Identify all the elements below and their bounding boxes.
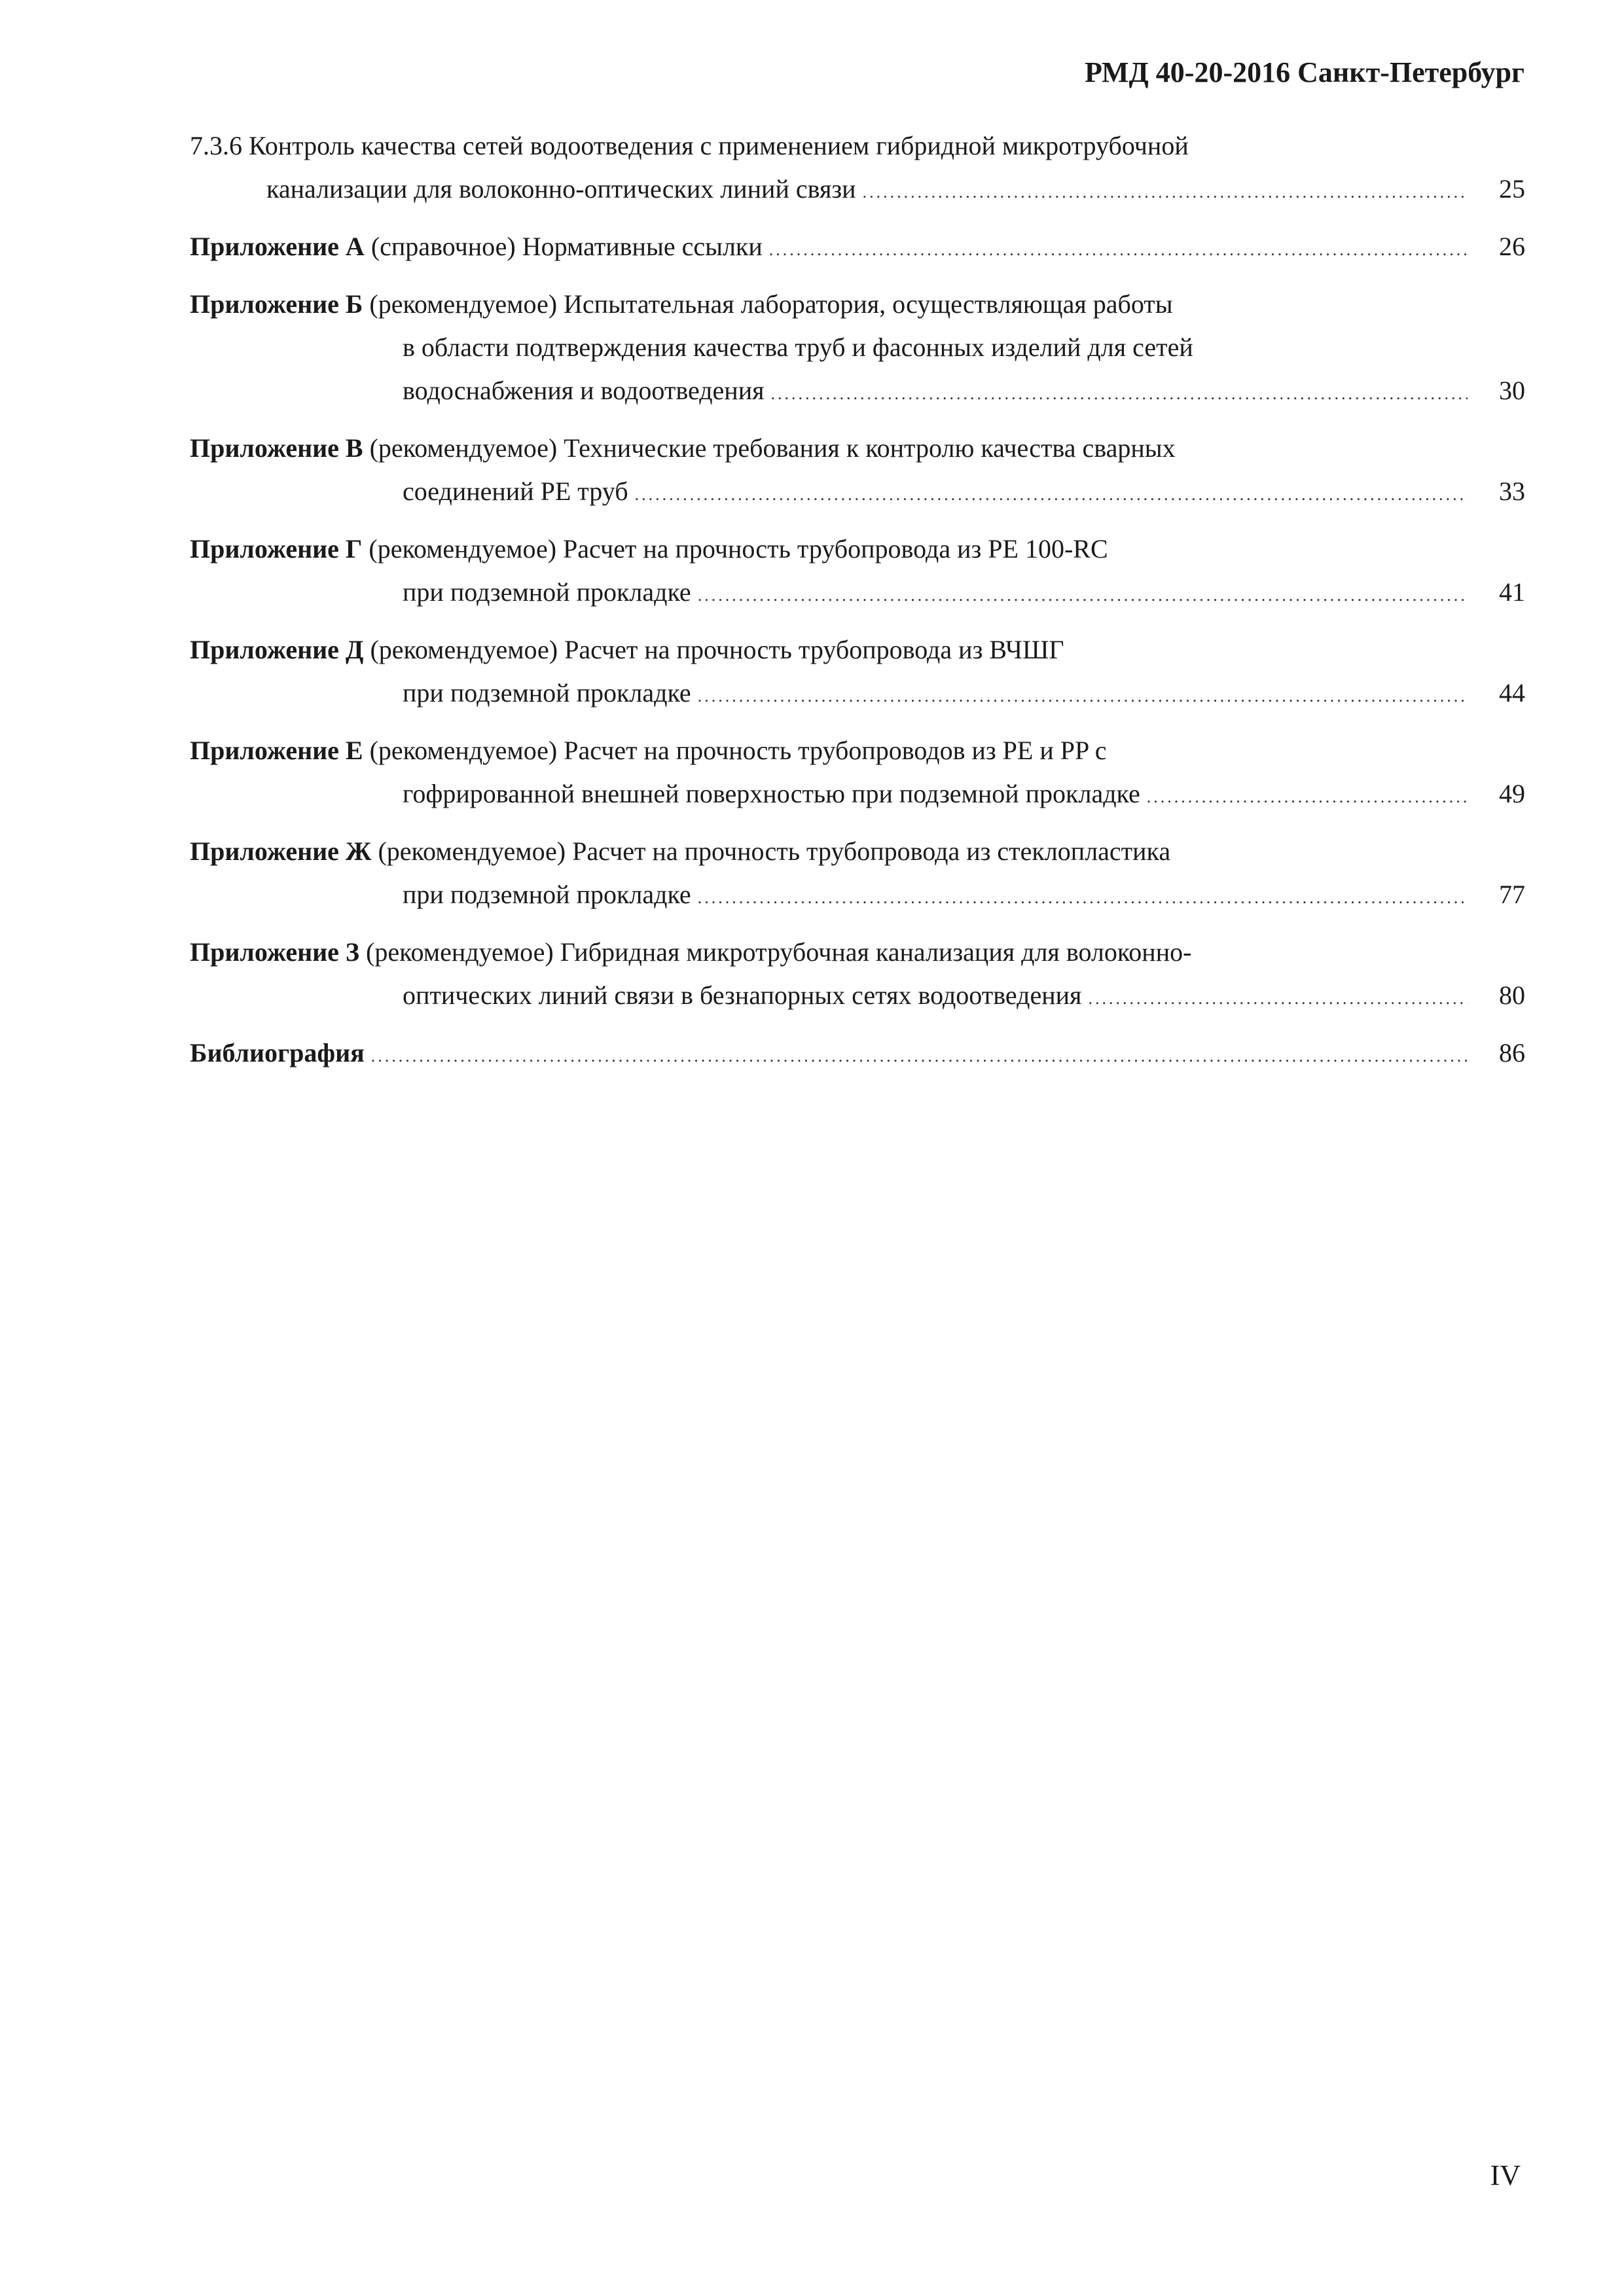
- appendix-label: Приложение Д: [190, 635, 364, 664]
- toc-entry-text: (справочное) Нормативные ссылки: [370, 232, 763, 261]
- toc-entry-bibliography[interactable]: [190, 1031, 1525, 1075]
- toc-entry-line: [190, 873, 1525, 916]
- toc-page-number: 49: [1499, 779, 1525, 808]
- toc-entry-text: при подземной прокладке: [403, 880, 691, 909]
- running-header: РМД 40-20-2016 Санкт-Петербург: [1084, 56, 1525, 88]
- toc-entry-text: гофрированной внешней поверхностью при подземной прокладке: [403, 779, 1140, 808]
- toc-entry-line: [190, 283, 1525, 326]
- toc-entry-appendix-v[interactable]: [190, 427, 1525, 513]
- appendix-label: Приложение Б: [190, 289, 363, 319]
- toc-entry-line: [190, 427, 1525, 470]
- toc-entry-line: [190, 124, 1525, 168]
- toc-entry-text: (рекомендуемое) Гибридная микротрубочная канализация для волоконно-: [366, 937, 1192, 967]
- toc-entry-line: [190, 369, 1525, 412]
- appendix-label: Приложение Е: [190, 736, 363, 765]
- toc-page-number: 30: [1499, 376, 1525, 405]
- toc-entry-line: [190, 772, 1525, 816]
- toc-page-number: 41: [1499, 577, 1525, 607]
- dot-leader: [769, 228, 1468, 272]
- dot-leader: [863, 171, 1468, 214]
- toc-entry-line: [190, 470, 1525, 513]
- toc-page-number: 44: [1499, 678, 1525, 708]
- toc-entry-line: [190, 168, 1525, 211]
- appendix-label: Приложение Ж: [190, 836, 372, 866]
- toc-entry-text: (рекомендуемое) Технические требования к контролю качества сварных: [369, 433, 1176, 463]
- dot-leader: [698, 876, 1468, 920]
- bibliography-label: Библиография: [190, 1038, 365, 1067]
- toc-entry-text: (рекомендуемое) Расчет на прочность трубопровода из ВЧШГ: [370, 635, 1064, 664]
- dot-leader: [635, 473, 1468, 516]
- toc-entry-appendix-e[interactable]: [190, 729, 1525, 816]
- toc-entry-text: (рекомендуемое) Расчет на прочность трубопровода из стеклопластика: [378, 836, 1171, 866]
- toc-entry-text: (рекомендуемое) Расчет на прочность трубопровода из PE 100-RC: [369, 534, 1108, 564]
- toc-entry-appendix-b[interactable]: [190, 283, 1525, 412]
- toc-page-number: 25: [1499, 174, 1525, 204]
- toc-entry-line: [190, 628, 1525, 672]
- toc-page-number: 26: [1499, 232, 1525, 261]
- toc-entry-line: [190, 1031, 1525, 1075]
- dot-leader: [1147, 776, 1468, 819]
- dot-leader: [1088, 977, 1468, 1020]
- toc-page-number: 77: [1499, 880, 1525, 909]
- toc-entry-text: 7.3.6 Контроль качества сетей водоотведения с применением гибридной микротрубочной: [190, 131, 1189, 160]
- toc-entry-text: водоснабжения и водоотведения: [403, 376, 765, 405]
- toc-page-number: 86: [1499, 1038, 1525, 1067]
- toc-entry-text: (рекомендуемое) Расчет на прочность трубопроводов из PE и PP с: [369, 736, 1107, 765]
- dot-leader: [371, 1035, 1468, 1078]
- toc-entry-appendix-z[interactable]: [190, 931, 1525, 1017]
- toc-entry-heading: [190, 225, 763, 268]
- toc-entry-text: канализации для волоконно-оптических линий связи: [266, 174, 856, 204]
- toc-entry-line: [190, 326, 1525, 369]
- appendix-label: Приложение А: [190, 232, 365, 261]
- appendix-label: Приложение Г: [190, 534, 363, 564]
- toc-entry-text: при подземной прокладке: [403, 577, 691, 607]
- toc-entry-text: оптических линий связи в безнапорных сетях водоотведения: [403, 980, 1082, 1010]
- toc-page-number: 80: [1499, 980, 1525, 1010]
- appendix-label: Приложение З: [190, 937, 360, 967]
- toc-entry-text: соединений PE труб: [403, 476, 628, 506]
- toc-entry-text: (рекомендуемое) Испытательная лаборатория, осуществляющая работы: [369, 289, 1173, 319]
- toc-page-number: 33: [1499, 476, 1525, 506]
- toc-entry-appendix-d[interactable]: [190, 628, 1525, 715]
- toc-entry-line: [190, 225, 1525, 268]
- toc-entry-appendix-g[interactable]: [190, 528, 1525, 614]
- table-of-contents: [190, 124, 1525, 1089]
- toc-entry-line: [190, 729, 1525, 772]
- toc-entry[interactable]: [190, 124, 1525, 211]
- toc-entry-line: [190, 974, 1525, 1017]
- dot-leader: [698, 675, 1468, 718]
- toc-entry-text: в области подтверждения качества труб и фасонных изделий для сетей: [403, 332, 1193, 362]
- toc-entry-line: [190, 672, 1525, 715]
- toc-entry-line: [190, 528, 1525, 571]
- toc-entry-appendix-zh[interactable]: [190, 830, 1525, 916]
- toc-entry-line: [190, 830, 1525, 873]
- page-number: IV: [1490, 2159, 1521, 2191]
- toc-entry-appendix-a[interactable]: [190, 225, 1525, 268]
- toc-entry-line: [190, 571, 1525, 614]
- toc-entry-text: при подземной прокладке: [403, 678, 691, 708]
- dot-leader: [698, 574, 1468, 617]
- appendix-label: Приложение В: [190, 433, 363, 463]
- dot-leader: [771, 372, 1468, 416]
- toc-entry-line: [190, 931, 1525, 974]
